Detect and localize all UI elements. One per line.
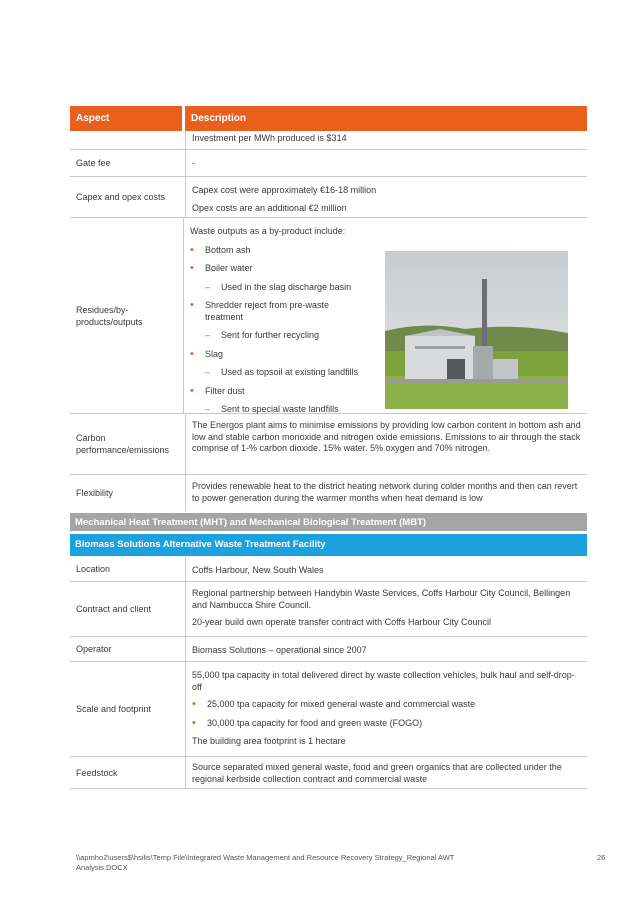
section-band-mht-mbt: Mechanical Heat Treatment (MHT) and Mechanical Biological Treatment (MBT) (70, 513, 587, 531)
gate-fee-value: - (192, 158, 195, 168)
flexibility-text: Provides renewable heat to the district heating network during colder months and then can revert to power generation during the warmer months when heat demand is low (192, 481, 578, 503)
table-row (70, 177, 587, 218)
operator-label: Operator (76, 644, 112, 654)
table-row (70, 131, 587, 150)
feedstock-label: Feedstock (76, 767, 118, 778)
list-item: • Filter dust (190, 386, 581, 398)
list-item: • Shredder reject from pre-waste treatment (190, 300, 365, 323)
table-row (70, 557, 587, 582)
list-item: • Slag (190, 349, 581, 361)
contract-text: Regional partnership between Handybin Waste Services, Coffs Harbour City Council, Bellingen and Nambucca Shire Council. (192, 588, 571, 610)
gate-fee-label: Gate fee (76, 158, 111, 168)
table-row (70, 757, 587, 789)
table-row (70, 150, 587, 177)
capex-label: Capex and opex costs (76, 192, 166, 202)
table-row (70, 475, 587, 511)
contract-term: 20-year build own operate transfer contract with Coffs Harbour City Council (192, 617, 491, 627)
list-item: – Sent to special waste landfills (190, 404, 581, 416)
table-row (70, 582, 587, 637)
location-value: Coffs Harbour, New South Wales (192, 565, 324, 575)
feedstock-text: Source separated mixed general waste, food and green organics that are collected under the regional kerbside collection contract and commercial waste (192, 762, 562, 784)
list-item: – Sent for further recycling (190, 330, 581, 342)
header-description: Description (185, 106, 587, 131)
page-number: 26 (597, 853, 606, 862)
list-item: • Bottom ash (190, 245, 581, 257)
list-item: • Boiler water (190, 263, 581, 275)
header-aspect: Aspect (70, 106, 182, 131)
table-header (70, 106, 587, 131)
footprint-text: The building area footprint is 1 hectare (192, 736, 346, 746)
list-item: • 30,000 tpa capacity for food and green waste (FOGO) (192, 718, 581, 730)
residues-intro: Waste outputs as a by-product include: (190, 226, 346, 236)
investment-text: Investment per MWh produced is $314 (192, 133, 347, 143)
flexibility-label: Flexibility (76, 488, 114, 498)
list-item: – Used as topsoil at existing landfills (190, 367, 581, 379)
opex-text: Opex costs are an additional €2 million (192, 202, 347, 213)
scale-label: Scale and footprint (76, 704, 152, 714)
energos-plant-photo (385, 251, 568, 409)
scale-text: 55,000 tpa capacity in total delivered direct by waste collection vehicles, bulk haul and self-drop-off (192, 670, 575, 692)
biomass-table (70, 557, 587, 789)
location-label: Location (76, 564, 111, 574)
table-row (70, 637, 587, 662)
section-band-biomass: Biomass Solutions Alternative Waste Treatment Facility (70, 534, 587, 556)
carbon-label: Carbon performance/emissions (76, 433, 170, 455)
list-item: – Used in the slag discharge basin (190, 282, 581, 294)
carbon-text: The Energos plant aims to minimise emissions by providing low carbon content in bottom ash and low and stable carbon monoxide and nitrogen oxide emissions. Emissions to air through the stack comprise of 1-% carbon dioxide. 15% water. 5% oxygen and 70% nitrogen. (192, 420, 581, 453)
footer-file-path: \\apmho2\users$\hsilis\Temp File\Integrated Waste Management and Resource Recovery Strategy_Regional AWT Analysis.DOCX (76, 853, 455, 872)
residues-label: Residues/by-products/outputs (76, 304, 143, 327)
table-row (70, 414, 587, 475)
operator-value: Biomass Solutions – operational since 2007 (192, 645, 367, 655)
capex-text: Capex cost were approximately €16-18 million (192, 185, 377, 195)
table-row (70, 662, 587, 757)
list-item: • 25,000 tpa capacity for mixed general waste and commercial waste (192, 699, 581, 711)
contract-label: Contract and client (76, 604, 152, 614)
